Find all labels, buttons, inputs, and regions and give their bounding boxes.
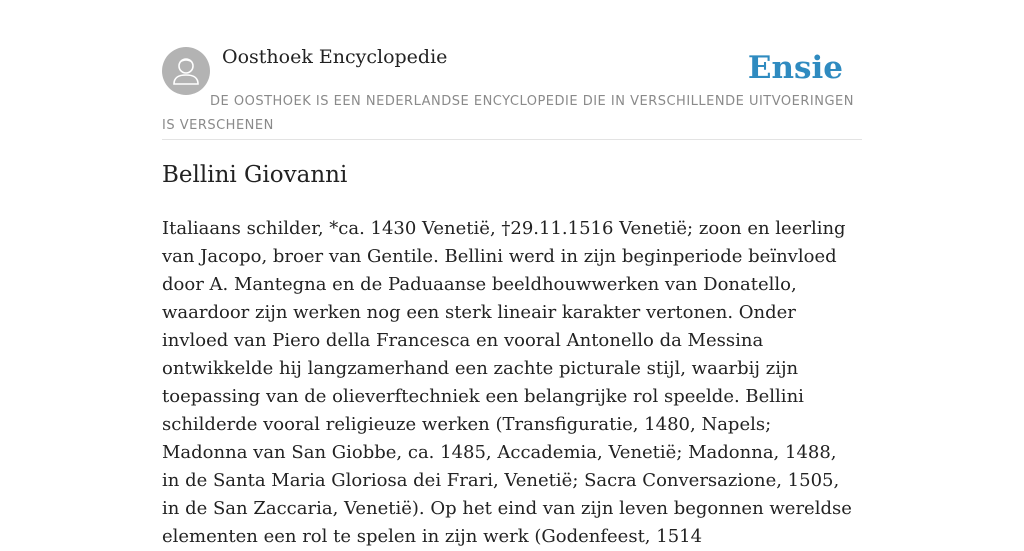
site-tagline: DE OOSTHOEK IS EEN NEDERLANDSE ENCYCLOPEDIE DIE IN VERSCHILLENDE UITVOERINGEN IS VERSCHENEN bbox=[162, 94, 854, 133]
brand-logo[interactable]: Ensie bbox=[747, 50, 843, 86]
article-title: Bellini Giovanni bbox=[162, 162, 348, 188]
user-silhouette-icon bbox=[162, 47, 210, 95]
article-body: Italiaans schilder, *ca. 1430 Venetië, †29.11.1516 Venetië; zoon en leerling van Jacopo, broer van Gentile. Bellini werd in zijn beginperiode beïnvloed door A. Mantegna en de Paduaanse beeldhouwwerken van Donatello, waardoor zijn werken nog een sterk lineair karakter vertonen. Onder invloed van Piero della Francesca en vooral Antonello da Messina ontwikkelde hij langzamerhand een zachte picturale stijl, waarbij zijn toepassing van de olieverftechniek een belangrijke rol speelde. Bellini schilderde vooral religieuze werken (Transfiguratie, 1480, Napels; Madonna van San Giobbe, ca. 1485, Accademia, Venetië; Madonna, 1488, in de Santa Maria Gloriosa dei Frari, Venetië; Sacra Conversazione, 1505, in de San Zaccaria, Venetië). Op het eind van zijn leven begonnen wereldse elementen een rol te spelen in zijn werk (Godenfeest, 1514 bbox=[162, 218, 852, 547]
site-header bbox=[162, 40, 862, 140]
avatar[interactable] bbox=[162, 47, 210, 95]
site-title[interactable]: Oosthoek Encyclopedie bbox=[222, 46, 448, 68]
